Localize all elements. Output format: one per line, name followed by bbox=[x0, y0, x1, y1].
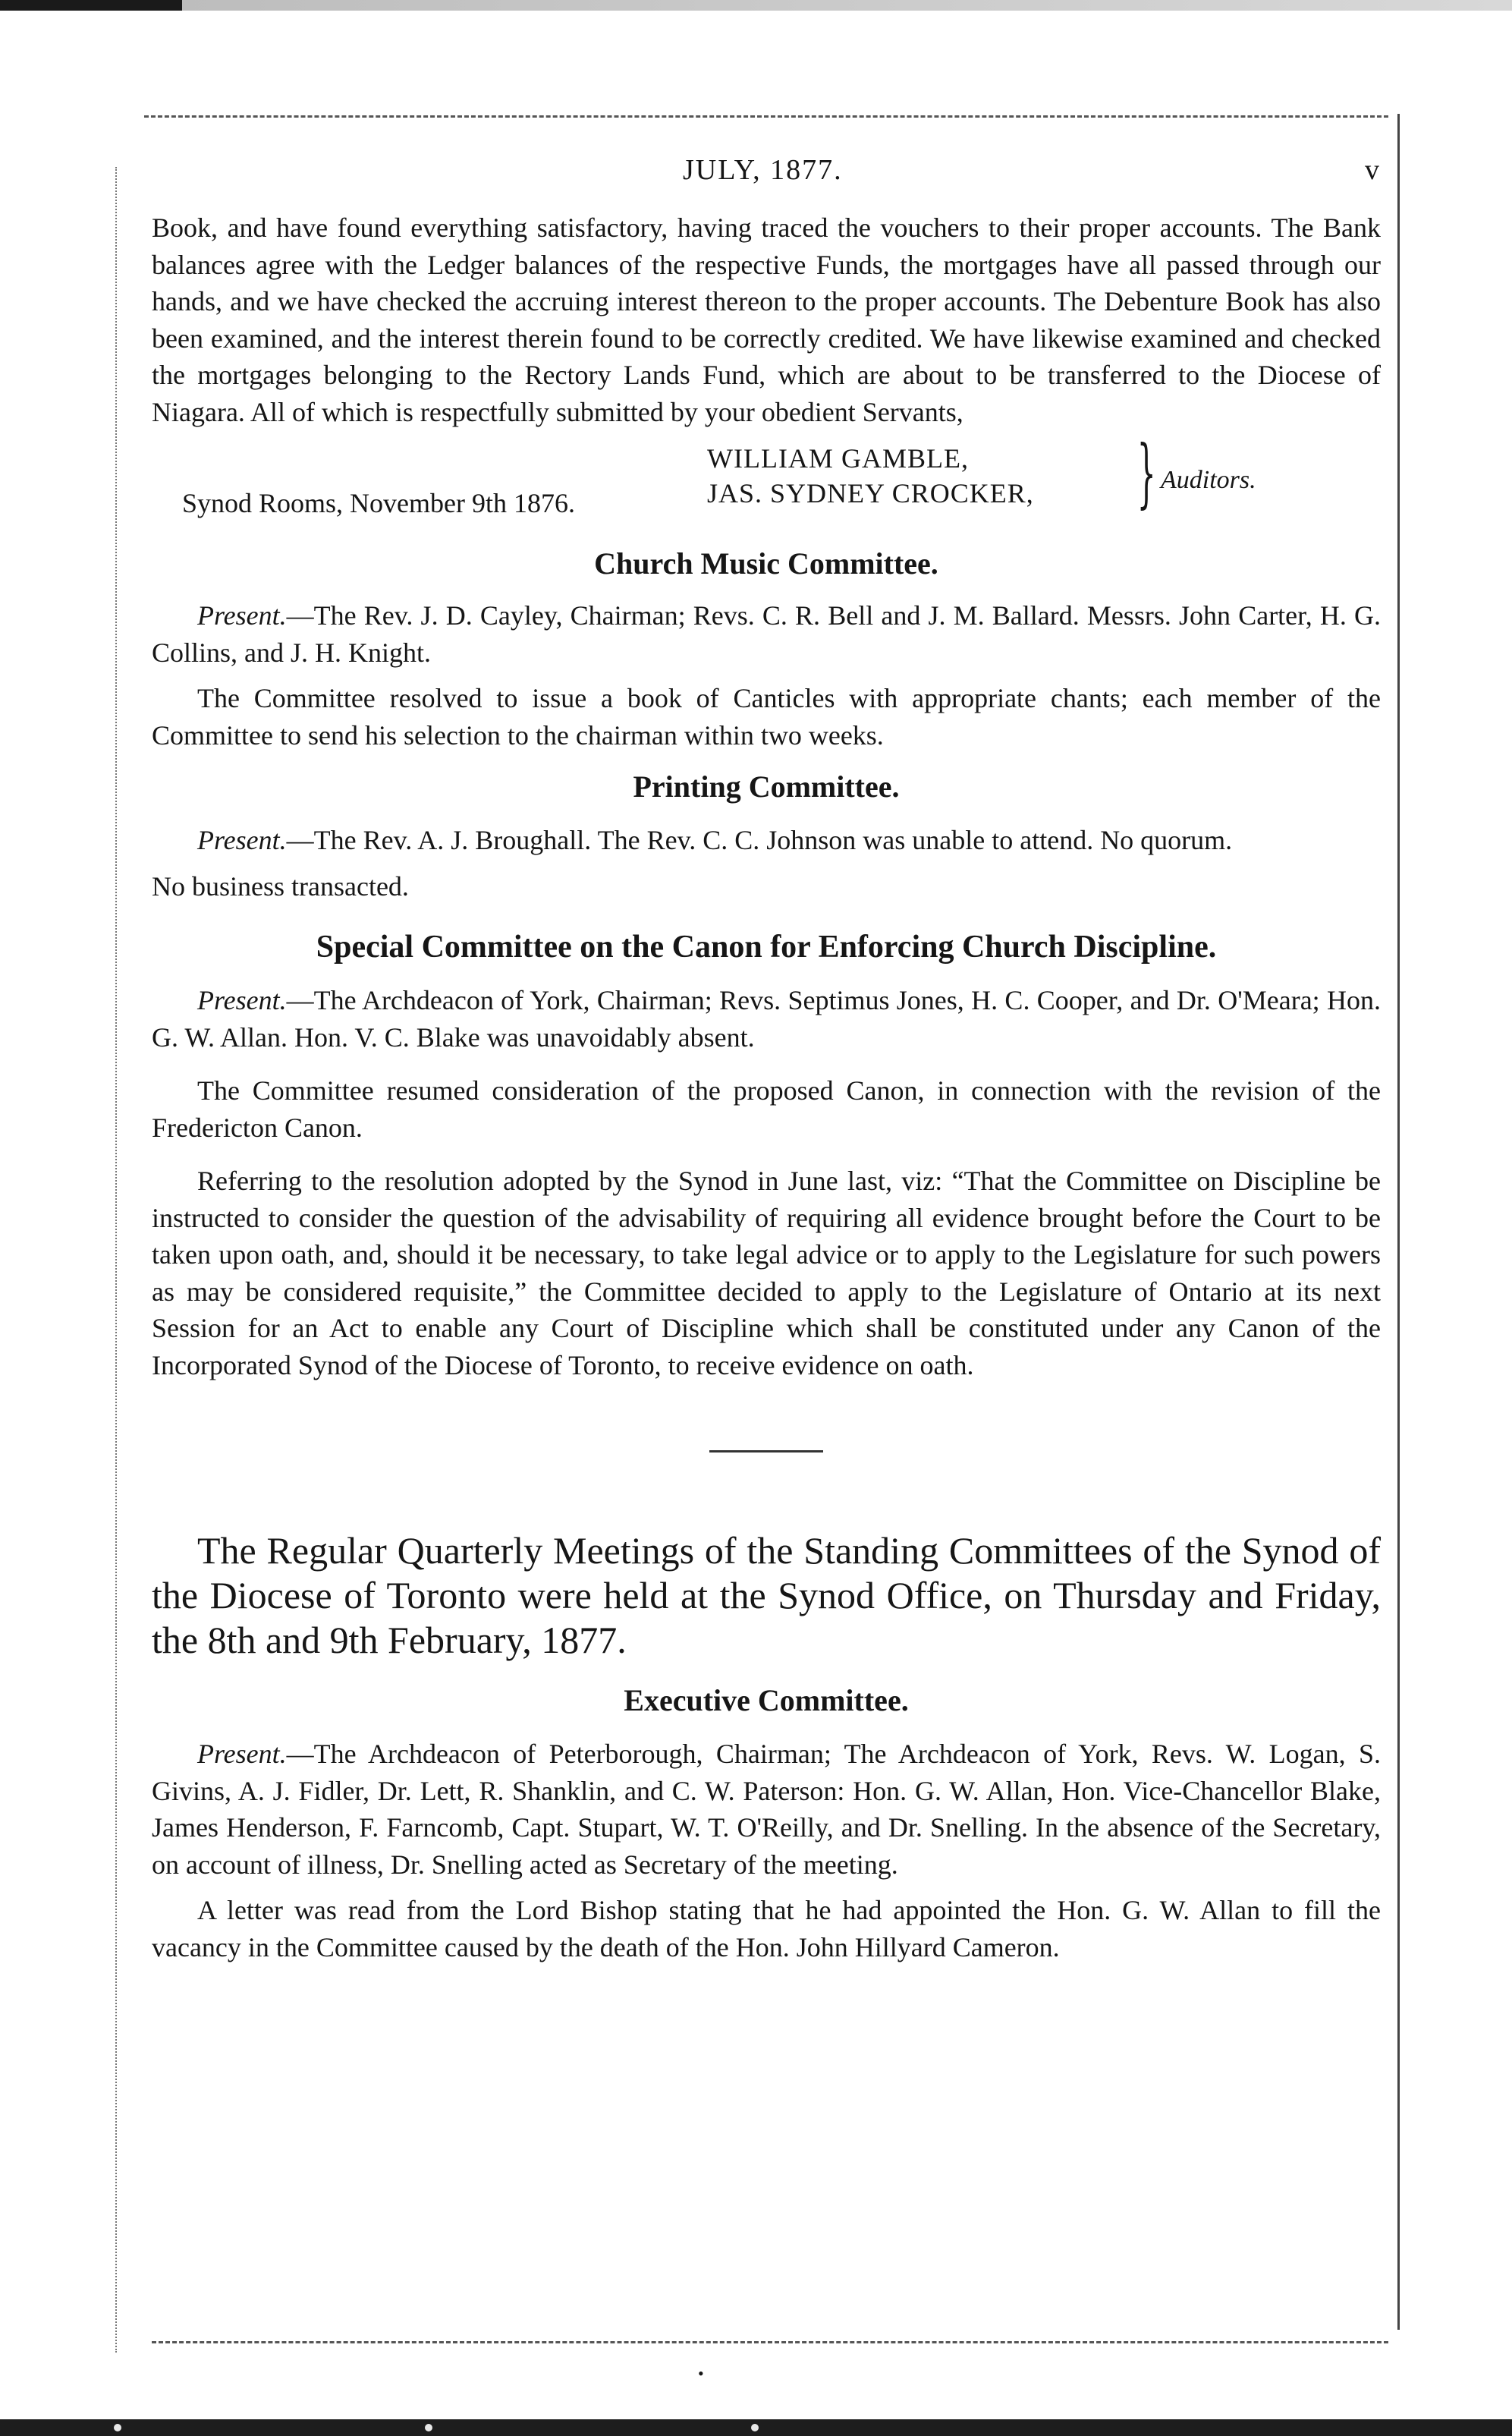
heading-church-music-committee: Church Music Committee. bbox=[594, 546, 938, 581]
quarterly-meetings-announcement: The Regular Quarterly Meetings of the Standing Committees of the Synod of the Diocese of Toronto were held at the Synod Office, on Thursday and Friday, the 8th and 9th February, 1877. bbox=[152, 1529, 1381, 1661]
running-head bbox=[152, 152, 1381, 209]
church-music-present bbox=[152, 597, 1381, 671]
present-text: —The Rev. J. D. Cayley, Chairman; Revs. C. R. Bell and J. M. Ballard. Messrs. John Carter, H. G. Collins, and J. H. Knight. bbox=[152, 600, 1381, 668]
special-paragraph-2: Referring to the resolution adopted by the Synod in June last, viz: “That the Committee on Discipline be instructed to consider the question of the advisability of requiring all evidence brought before the Court to be taken upon oath, and, should it be necessary, to take legal advice or to apply to the Legislature for such powers as may be considered requisite,” the Committee decided to apply to the Legislature of Ontario at its next Session for an Act to enable any Court of Discipline which shall be constituted under any Canon of the Incorporated Synod of the Diocese of Toronto, to receive evidence on oath. bbox=[152, 1166, 1381, 1380]
page-left-margin-line bbox=[115, 167, 117, 2353]
heading-special-committee: Special Committee on the Canon for Enforcing Church Discipline. bbox=[316, 930, 1217, 965]
scan-mark bbox=[751, 2424, 759, 2431]
signatory-2: JAS. SYDNEY CROCKER, bbox=[707, 478, 1034, 508]
present-text: —The Archdeacon of Peterborough, Chairman; The Archdeacon of York, Revs. W. Logan, S. Givins, A. J. Fidler, Dr. Lett, R. Shanklin, and C. W. Paterson: Hon. G. W. Allan, Hon. Vice-Chancellor Blake, James Henderson, F. Farncomb, Capt. Stupart, W. T. O'Reilly, and Dr. Snelling. In the absence of the Secretary, on account of illness, Dr. Snelling acted as Secretary of the meeting. bbox=[152, 1739, 1381, 1880]
page-header-title: JULY, 1877. bbox=[683, 154, 843, 186]
signatory-1: WILLIAM GAMBLE, bbox=[707, 443, 969, 474]
signatory-role: Auditors. bbox=[1161, 466, 1256, 494]
executive-present bbox=[152, 1736, 1381, 1883]
church-music-resolution: The Committee resolved to issue a book of Canticles with appropriate chants; each member of the Committee to send his selection to the chairman within two weeks. bbox=[152, 683, 1381, 751]
page-right-margin-line bbox=[1397, 114, 1400, 2330]
heading-executive-committee: Executive Committee. bbox=[624, 1683, 909, 1717]
printing-note: No business transacted. bbox=[152, 870, 409, 902]
printing-present bbox=[152, 822, 1381, 859]
scan-edge-top bbox=[0, 0, 1512, 11]
auditors-signature-block bbox=[152, 430, 1381, 518]
ink-speck: • bbox=[698, 2364, 704, 2383]
signatory-names bbox=[707, 441, 1034, 511]
document-page bbox=[152, 152, 1381, 1965]
place-and-date: Synod Rooms, November 9th 1876. bbox=[182, 488, 575, 518]
auditors-report-paragraph: Book, and have found everything satisfactory, having traced the vouchers to their proper accounts. The Bank balances agree with the Ledger balances of the respective Funds, the mortgages have all passed through our hands, and we have checked the accruing interest thereon to the proper accounts. The Debenture Book has also been examined, and the interest therein found to be correctly credited. We have likewise examined and checked the mortgages belonging to the Rectory Lands Fund, which are about to be transferred to the Diocese of Niagara. All of which is respectfully submitted by your obedient Servants, bbox=[152, 212, 1381, 427]
heading-printing-committee: Printing Committee. bbox=[633, 770, 900, 804]
special-present bbox=[152, 982, 1381, 1056]
present-text: —The Rev. A. J. Broughall. The Rev. C. C. Johnson was unable to attend. No quorum. bbox=[286, 825, 1233, 855]
scan-mark bbox=[114, 2424, 121, 2431]
page-top-rule bbox=[144, 115, 1388, 118]
scan-mark bbox=[425, 2424, 432, 2431]
present-label: Present. bbox=[197, 825, 287, 855]
special-paragraph-1: The Committee resumed consideration of the proposed Canon, in connection with the revision of the Fredericton Canon. bbox=[152, 1075, 1381, 1143]
executive-letter: A letter was read from the Lord Bishop stating that he had appointed the Hon. G. W. Allan to fill the vacancy in the Committee caused by the death of the Hon. John Hillyard Cameron. bbox=[152, 1895, 1381, 1962]
page-number: v bbox=[1365, 154, 1381, 186]
present-label: Present. bbox=[197, 985, 287, 1015]
present-label: Present. bbox=[197, 600, 287, 631]
present-text: —The Archdeacon of York, Chairman; Revs. Septimus Jones, H. C. Cooper, and Dr. O'Meara; Hon. G. W. Allan. Hon. V. C. Blake was unavoidably absent. bbox=[152, 985, 1381, 1053]
present-label: Present. bbox=[197, 1739, 287, 1769]
brace-glyph: } bbox=[1136, 430, 1156, 517]
page-bottom-rule bbox=[152, 2341, 1388, 2343]
section-separator-rule bbox=[709, 1450, 823, 1452]
scan-edge-bottom bbox=[0, 2419, 1512, 2436]
